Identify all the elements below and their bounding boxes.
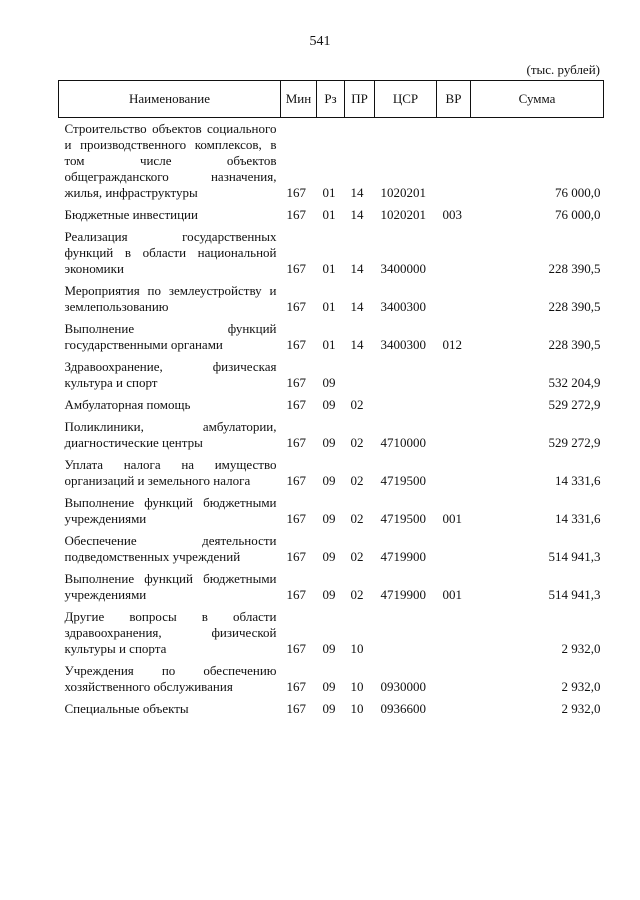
cell-pr: 02 xyxy=(350,587,364,602)
cell-pr: 14 xyxy=(350,261,364,276)
table-row xyxy=(59,277,604,315)
cell-pr: 14 xyxy=(350,299,364,314)
cell-sum: 14 331,6 xyxy=(555,511,601,526)
cell-csr: 4719900 xyxy=(380,549,426,564)
cell-min: 167 xyxy=(286,185,306,200)
table-row xyxy=(59,413,604,451)
cell-csr xyxy=(375,603,437,657)
cell-sum: 76 000,0 xyxy=(555,185,601,200)
cell-name: Выполнение функций бюджетными учреждениями xyxy=(64,571,277,602)
cell-sum: 2 932,0 xyxy=(561,641,601,656)
cell-rz: 09 xyxy=(322,641,336,656)
table-row xyxy=(59,315,604,353)
cell-min: 167 xyxy=(286,511,306,526)
cell-min: 167 xyxy=(286,641,306,656)
cell-pr: 14 xyxy=(350,185,364,200)
header-rz: Рз xyxy=(317,81,345,118)
cell-name: Выполнение функций бюджетными учреждениями xyxy=(64,495,277,526)
header-min: Мин xyxy=(281,81,317,118)
table-row xyxy=(59,527,604,565)
header-name: Наименование xyxy=(59,81,281,118)
cell-name: Амбулаторная помощь xyxy=(64,397,191,412)
cell-min: 167 xyxy=(286,397,306,412)
cell-csr: 3400000 xyxy=(380,261,426,276)
cell-vr xyxy=(437,118,471,202)
cell-rz: 09 xyxy=(322,549,336,564)
cell-csr: 1020201 xyxy=(380,207,426,222)
cell-pr: 02 xyxy=(350,511,364,526)
table-row xyxy=(59,118,604,202)
cell-vr xyxy=(437,657,471,695)
cell-name: Реализация государственных функций в области национальной экономики xyxy=(64,229,277,276)
header-pr: ПР xyxy=(345,81,375,118)
table-row xyxy=(59,489,604,527)
cell-csr: 4710000 xyxy=(380,435,426,450)
cell-pr xyxy=(345,353,375,391)
cell-name: Другие вопросы в области здравоохранения, физической культуры и спорта xyxy=(64,609,277,656)
cell-min: 167 xyxy=(286,679,306,694)
cell-pr: 02 xyxy=(350,435,364,450)
cell-rz: 01 xyxy=(322,337,336,352)
budget-table xyxy=(58,80,604,717)
cell-pr: 14 xyxy=(350,207,364,222)
table-row xyxy=(59,353,604,391)
cell-vr: 001 xyxy=(442,587,462,602)
cell-name: Строительство объектов социального и производственного комплексов, в том числе объектов общегражданского назначения, жилья, инфраструктуры xyxy=(64,121,277,200)
table-row xyxy=(59,451,604,489)
cell-rz: 09 xyxy=(322,397,336,412)
cell-rz: 01 xyxy=(322,299,336,314)
cell-name: Выполнение функций государственными органами xyxy=(64,321,277,352)
table-header xyxy=(59,81,604,118)
cell-pr: 10 xyxy=(350,679,364,694)
table-row xyxy=(59,565,604,603)
cell-name: Бюджетные инвестиции xyxy=(64,207,198,222)
cell-vr: 012 xyxy=(442,337,462,352)
cell-pr: 02 xyxy=(350,473,364,488)
cell-min: 167 xyxy=(286,261,306,276)
cell-sum: 529 272,9 xyxy=(548,397,601,412)
cell-pr: 02 xyxy=(350,549,364,564)
cell-rz: 01 xyxy=(322,207,336,222)
cell-csr: 4719500 xyxy=(380,473,426,488)
table-body xyxy=(59,118,604,718)
cell-min: 167 xyxy=(286,207,306,222)
cell-sum: 76 000,0 xyxy=(555,207,601,222)
page-number: 541 xyxy=(309,34,331,49)
cell-vr: 001 xyxy=(442,511,462,526)
cell-rz: 09 xyxy=(322,587,336,602)
cell-sum: 514 941,3 xyxy=(548,549,601,564)
cell-rz: 09 xyxy=(322,435,336,450)
cell-csr: 4719900 xyxy=(380,587,426,602)
cell-name: Обеспечение деятельности подведомственных учреждений xyxy=(64,533,277,564)
cell-sum: 14 331,6 xyxy=(555,473,601,488)
cell-sum: 514 941,3 xyxy=(548,587,601,602)
cell-min: 167 xyxy=(286,375,306,390)
cell-sum: 532 204,9 xyxy=(548,375,601,390)
cell-name: Мероприятия по землеустройству и землепользованию xyxy=(64,283,277,314)
cell-sum: 2 932,0 xyxy=(561,701,601,716)
cell-csr: 3400300 xyxy=(380,337,426,352)
header-csr: ЦСР xyxy=(375,81,437,118)
cell-min: 167 xyxy=(286,701,306,716)
cell-vr: 003 xyxy=(442,207,462,222)
cell-vr xyxy=(437,527,471,565)
cell-vr xyxy=(437,277,471,315)
cell-vr xyxy=(437,603,471,657)
table-row xyxy=(59,223,604,277)
cell-min: 167 xyxy=(286,435,306,450)
cell-csr xyxy=(375,391,437,413)
cell-name: Специальные объекты xyxy=(64,701,189,716)
cell-csr: 1020201 xyxy=(380,185,426,200)
cell-rz: 09 xyxy=(322,701,336,716)
cell-csr: 3400300 xyxy=(380,299,426,314)
cell-name: Поликлиники, амбулатории, диагностические центры xyxy=(64,419,277,450)
units-label: (тыс. рублей) xyxy=(526,62,600,77)
cell-pr: 02 xyxy=(350,397,364,412)
cell-min: 167 xyxy=(286,587,306,602)
cell-name: Учреждения по обеспечению хозяйственного обслуживания xyxy=(64,663,277,694)
cell-rz: 01 xyxy=(322,185,336,200)
cell-vr xyxy=(437,695,471,717)
cell-vr xyxy=(437,353,471,391)
table-row xyxy=(59,657,604,695)
cell-sum: 228 390,5 xyxy=(548,261,601,276)
cell-min: 167 xyxy=(286,549,306,564)
cell-csr: 0936600 xyxy=(380,701,426,716)
cell-sum: 228 390,5 xyxy=(548,299,601,314)
cell-sum: 228 390,5 xyxy=(548,337,601,352)
cell-sum: 529 272,9 xyxy=(548,435,601,450)
cell-pr: 14 xyxy=(350,337,364,352)
table-row xyxy=(59,695,604,717)
cell-rz: 09 xyxy=(322,679,336,694)
table-row xyxy=(59,603,604,657)
cell-csr: 4719500 xyxy=(380,511,426,526)
cell-vr xyxy=(437,223,471,277)
cell-vr xyxy=(437,391,471,413)
cell-csr: 0930000 xyxy=(380,679,426,694)
cell-name: Уплата налога на имущество организаций и земельного налога xyxy=(64,457,277,488)
cell-rz: 09 xyxy=(322,375,336,390)
header-vr: ВР xyxy=(437,81,471,118)
cell-name: Здравоохранение, физическая культура и спорт xyxy=(64,359,277,390)
cell-pr: 10 xyxy=(350,641,364,656)
cell-vr xyxy=(437,413,471,451)
header-sum: Сумма xyxy=(471,81,604,118)
cell-vr xyxy=(437,451,471,489)
cell-sum: 2 932,0 xyxy=(561,679,601,694)
cell-rz: 09 xyxy=(322,473,336,488)
cell-csr xyxy=(375,353,437,391)
cell-pr: 10 xyxy=(350,701,364,716)
cell-min: 167 xyxy=(286,473,306,488)
cell-rz: 01 xyxy=(322,261,336,276)
cell-rz: 09 xyxy=(322,511,336,526)
cell-min: 167 xyxy=(286,337,306,352)
table-row xyxy=(59,391,604,413)
table-row xyxy=(59,201,604,223)
cell-min: 167 xyxy=(286,299,306,314)
